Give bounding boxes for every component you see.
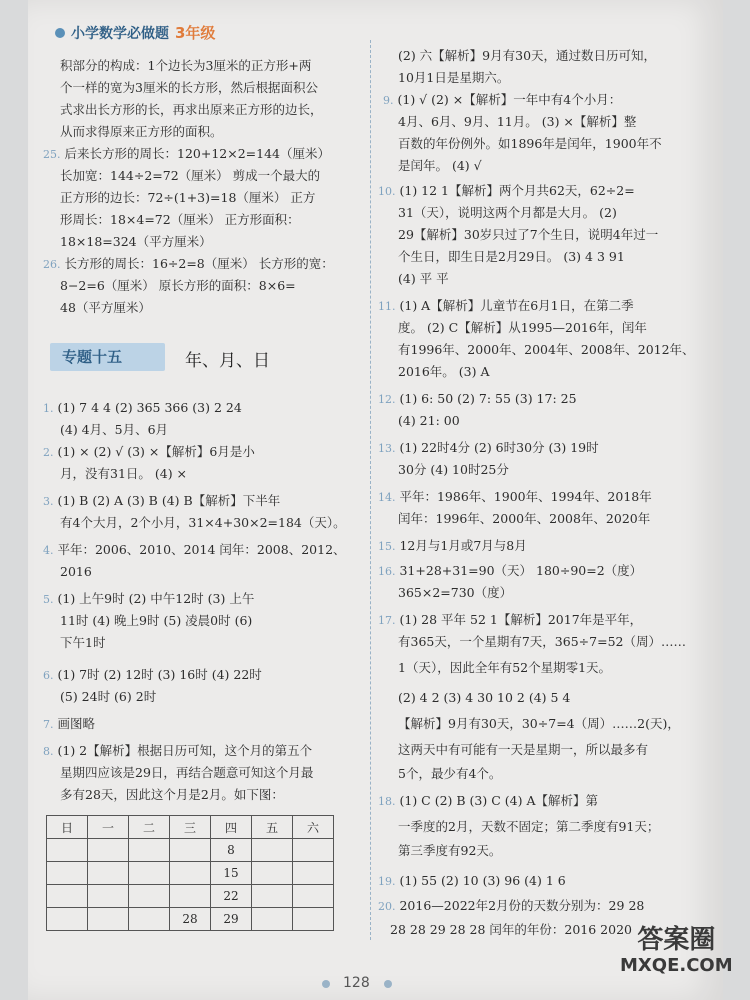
answer-line: [378, 183, 635, 200]
question-number: 20.: [378, 900, 396, 913]
watermark-logo: [620, 925, 733, 977]
answer-line: [60, 466, 187, 482]
calendar-cell: 15: [211, 862, 252, 885]
calendar-cell: [293, 839, 334, 862]
answer-line: [60, 515, 346, 531]
calendar-cell: [170, 862, 211, 885]
answer-line: [60, 212, 300, 228]
answer-line: [398, 271, 449, 287]
calendar-cell: 28: [170, 908, 211, 931]
answer-text: 12月与1月或7月与8月: [399, 538, 527, 553]
question-number: 19.: [378, 875, 396, 888]
answer-text: 第三季度有92天。: [398, 843, 502, 858]
calendar-table: [46, 815, 334, 931]
calendar-cell: [47, 839, 88, 862]
question-number: 5.: [43, 593, 54, 606]
answer-text: 长加宽：144÷2=72（厘米） 剪成一个最大的: [60, 168, 321, 183]
answer-text: 后来长方形的周长：120+12×2=144（厘米）: [64, 146, 330, 161]
answer-text: 一季度的2月，天数不固定；第二季度有91天；: [398, 819, 660, 834]
answer-text: (2) 4 2 (3) 4 30 10 2 (4) 5 4: [398, 690, 571, 705]
calendar-cell: [129, 885, 170, 908]
answer-line: [378, 538, 527, 555]
answer-line: [43, 493, 280, 510]
answer-line: [60, 58, 311, 74]
answer-text: (5) 24时 (6) 2时: [60, 689, 157, 704]
question-number: 3.: [43, 495, 54, 508]
answer-text: 平年：1986年、1900年、1994年、2018年: [399, 489, 652, 504]
header-bullet-icon: [55, 28, 65, 38]
answer-text: (1) 6: 50 (2) 7: 55 (3) 17: 25: [399, 391, 577, 406]
answer-line: [60, 190, 315, 206]
calendar-weekday: 五: [252, 816, 293, 839]
answer-text: 29【解析】30岁只过了7个生日，说明4年过一: [398, 227, 659, 242]
answer-line: [43, 146, 330, 163]
answer-text: 个一样的宽为3厘米的长方形，然后根据面积公: [60, 80, 318, 95]
calendar-cell: [47, 908, 88, 931]
answer-text: 这两天中有可能有一天是星期一，所以最多有: [398, 742, 649, 757]
answer-line: [43, 542, 346, 559]
calendar-cell: [129, 862, 170, 885]
calendar-cell: 8: [211, 839, 252, 862]
answer-text: 下午1时: [60, 635, 106, 650]
answer-text: 2016: [60, 564, 92, 579]
calendar-cell: [293, 908, 334, 931]
answer-line: [60, 102, 323, 118]
calendar-row: [47, 908, 334, 931]
question-number: 10.: [378, 185, 396, 198]
question-number: 12.: [378, 393, 396, 406]
page-header: [55, 22, 215, 43]
answer-line: [378, 489, 652, 506]
calendar-cell: [47, 862, 88, 885]
answer-text: 5个，最少有4个。: [398, 766, 502, 781]
answer-line: [398, 585, 512, 601]
answer-text: 月，没有31日。 (4) ×: [60, 466, 188, 481]
answer-line: [398, 511, 650, 527]
answer-line: [398, 136, 662, 152]
book-title: 小学数学必做题: [71, 25, 169, 42]
answer-line: [43, 716, 95, 733]
calendar-cell: [252, 862, 293, 885]
answer-line: [378, 391, 577, 408]
calendar-weekday: 二: [129, 816, 170, 839]
question-number: 6.: [43, 669, 54, 682]
answer-text: 个生日，即生日是2月29日。 (3) 4 3 91: [398, 249, 625, 264]
answer-text: (1) 12 1【解析】两个月共62天，62÷2=: [399, 183, 635, 198]
answer-text: 11时 (4) 晚上9时 (5) 凌晨0时 (6): [60, 613, 253, 628]
answer-text: (1) C (2) B (3) C (4) A【解析】第: [399, 793, 598, 808]
answer-text: (4) 平 平: [398, 271, 449, 286]
answer-line: [43, 444, 255, 461]
calendar-weekday: 六: [293, 816, 334, 839]
question-number: 25.: [43, 148, 61, 161]
answer-line: [398, 462, 509, 478]
calendar-header-row: [47, 816, 334, 839]
calendar-row: [47, 862, 334, 885]
answer-line: [378, 440, 599, 457]
answer-line: [398, 843, 501, 859]
answer-line: [60, 234, 212, 250]
answer-line: [60, 300, 151, 316]
answer-line: [378, 612, 642, 629]
footer-dot-icon: [384, 980, 392, 988]
topic-name: 年、月、日: [185, 351, 270, 371]
answer-text: (1) 55 (2) 10 (3) 96 (4) 1 6: [399, 873, 566, 888]
answer-text: (1) 上午9时 (2) 中午12时 (3) 上午: [57, 591, 255, 606]
answer-line: [43, 400, 242, 417]
answer-text: 30分 (4) 10时25分: [398, 462, 509, 477]
question-number: 26.: [43, 258, 61, 271]
answer-line: [43, 256, 334, 273]
question-number: 8.: [43, 745, 54, 758]
answer-text: 平年：2006、2010、2014 闰年：2008、2012、: [57, 542, 346, 557]
calendar-cell: [129, 908, 170, 931]
answer-line: [398, 320, 647, 336]
answer-text: 有365天，一个星期有7天，365÷7=52（周）……: [398, 634, 686, 649]
answer-line: [398, 742, 648, 758]
grade-label: 3年级: [175, 24, 216, 42]
question-number: 15.: [378, 540, 396, 553]
answer-line: [398, 205, 617, 221]
calendar-weekday: 日: [47, 816, 88, 839]
answer-text: 8−2=6（厘米） 原长方形的面积：8×6=: [60, 278, 296, 293]
question-number: 18.: [378, 795, 396, 808]
calendar-cell: [293, 885, 334, 908]
calendar-cell: [88, 908, 129, 931]
footer-dot-icon: [322, 980, 330, 988]
answer-line: [60, 168, 320, 184]
answer-line: [398, 249, 625, 265]
answer-text: 18×18=324（平方厘米）: [60, 234, 212, 249]
question-number: 7.: [43, 718, 54, 731]
calendar-cell: [170, 839, 211, 862]
question-number: 2.: [43, 446, 54, 459]
answer-text: (1) 7时 (2) 12时 (3) 16时 (4) 22时: [57, 667, 262, 682]
calendar-cell: [88, 839, 129, 862]
answer-line: [43, 591, 254, 608]
answer-text: 48（平方厘米）: [60, 300, 151, 315]
question-number: 11.: [378, 300, 396, 313]
answer-text: 【解析】9月有30天，30÷7=4（周）……2(天)，: [398, 716, 680, 731]
answer-line: [378, 298, 634, 315]
answer-text: 星期四应该是29日，再结合题意可知这个月最: [60, 765, 314, 780]
calendar-cell: [252, 885, 293, 908]
calendar-cell: [252, 908, 293, 931]
calendar-cell: [293, 862, 334, 885]
answer-line: [398, 342, 695, 358]
answer-line: [398, 364, 490, 380]
answer-text: (1) 28 平年 52 1【解析】2017年是平年，: [399, 612, 643, 627]
answer-text: 是闰年。 (4) √: [398, 158, 482, 173]
calendar-cell: 22: [211, 885, 252, 908]
answer-text: 2016年。 (3) A: [398, 364, 490, 379]
answer-line: [378, 793, 598, 810]
question-number: 16.: [378, 565, 396, 578]
answer-line: [398, 413, 460, 429]
answer-line: [398, 158, 482, 174]
answer-text: (4) 4月、5月、6月: [60, 422, 169, 437]
calendar-cell: [47, 885, 88, 908]
answer-text: 2016—2022年2月份的天数分别为：29 28: [399, 898, 645, 913]
answer-text: 百数的年份例外。如1896年是闰年，1900年不: [398, 136, 662, 151]
answer-text: 365×2=730（度）: [398, 585, 513, 600]
answer-line: [378, 898, 644, 915]
answer-text: 从而求得原来正方形的面积。: [60, 124, 223, 139]
answer-text: (1) 2【解析】根据日历可知，这个月的第五个: [57, 743, 313, 758]
calendar-cell: [170, 885, 211, 908]
calendar-weekday: 三: [170, 816, 211, 839]
calendar-cell: [88, 885, 129, 908]
calendar-weekday: 一: [88, 816, 129, 839]
answer-line: [60, 422, 168, 438]
answer-text: (1) × (2) √ (3) ×【解析】6月是小: [57, 444, 255, 459]
answer-text: (1) 22时4分 (2) 6时30分 (3) 19时: [399, 440, 599, 455]
answer-text: (1) A【解析】儿童节在6月1日，在第二季: [399, 298, 634, 313]
answer-text: 式求出长方形的长，再求出原来正方形的边长，: [60, 102, 323, 117]
answer-line: [398, 227, 658, 243]
answer-line: [390, 922, 632, 938]
answer-line: [43, 743, 312, 760]
page-number: 128: [343, 975, 370, 991]
answer-text: 画图略: [57, 716, 95, 731]
answer-text: 有1996年、2000年、2004年、2008年、2012年、: [398, 342, 695, 357]
calendar-row: [47, 839, 334, 862]
answer-text: 10月1日是星期六。: [398, 70, 510, 85]
answer-text: 31（天），说明这两个月都是大月。 (2): [398, 205, 617, 220]
answer-text: 度。 (2) C【解析】从1995—2016年，闰年: [398, 320, 647, 335]
answer-line: [60, 635, 105, 651]
watermark-top: 答案圈: [637, 925, 716, 955]
calendar-cell: [252, 839, 293, 862]
answer-line: [398, 766, 501, 782]
answer-line: [398, 634, 686, 650]
answer-line: [60, 124, 223, 140]
answer-text: 有4个大月，2个小月，31×4+30×2=184（天）。: [60, 515, 346, 530]
question-number: 1.: [43, 402, 54, 415]
question-number: 17.: [378, 614, 396, 627]
topic-label: 专题十五: [50, 343, 165, 371]
calendar-weekday: 四: [211, 816, 252, 839]
answer-line: [398, 48, 656, 64]
question-number: 14.: [378, 491, 396, 504]
answer-text: 31+28+31=90（天） 180÷90=2（度）: [399, 563, 643, 578]
calendar-cell: [129, 839, 170, 862]
answer-text: 多有28天，因此这个月是2月。如下图：: [60, 787, 284, 802]
calendar-row: [47, 885, 334, 908]
answer-text: 形周长：18×4=72（厘米） 正方形面积：: [60, 212, 300, 227]
column-divider: [370, 40, 371, 940]
answer-line: [60, 80, 318, 96]
answer-line: [398, 70, 509, 86]
calendar-cell: [88, 862, 129, 885]
answer-text: (2) 六【解析】9月有30天，通过数日历可知，: [398, 48, 657, 63]
question-number: 4.: [43, 544, 54, 557]
answer-line: [60, 564, 92, 580]
answer-line: [43, 667, 262, 684]
answer-line: [60, 765, 313, 781]
answer-text: (1) B (2) A (3) B (4) B【解析】下半年: [57, 493, 281, 508]
answer-text: 长方形的周长：16÷2=8（厘米） 长方形的宽：: [64, 256, 334, 271]
answer-line: [60, 613, 252, 629]
answer-text: (1) 7 4 4 (2) 365 366 (3) 2 24: [57, 400, 242, 415]
answer-text: 1（天），因此全年有52个星期零1天。: [398, 660, 612, 675]
answer-text: 28 28 29 28 28 闰年的年份：2016 2020: [390, 922, 632, 937]
answer-text: (4) 21: 00: [398, 413, 460, 428]
answer-text: 闰年：1996年、2000年、2008年、2020年: [398, 511, 651, 526]
answer-line: [60, 278, 296, 294]
answer-text: (1) √ (2) ×【解析】一年中有4个小月：: [397, 92, 622, 107]
question-number: 9.: [383, 94, 394, 107]
answer-line: [383, 92, 621, 109]
answer-text: 4月、6月、9月、11月。 (3) ×【解析】整: [398, 114, 637, 129]
answer-line: [398, 819, 659, 835]
answer-line: [60, 787, 284, 803]
answer-line: [398, 660, 611, 676]
question-number: 13.: [378, 442, 396, 455]
answer-line: [378, 873, 566, 890]
answer-line: [398, 114, 636, 130]
answer-line: [398, 690, 570, 706]
answer-line: [378, 563, 642, 580]
answer-line: [60, 689, 156, 705]
calendar-cell: 29: [211, 908, 252, 931]
watermark-bottom: MXQE.COM: [620, 955, 733, 976]
answer-text: 积部分的构成：1个边长为3厘米的正方形+两: [60, 58, 312, 73]
answer-text: 正方形的边长：72÷(1+3)=18（厘米） 正方: [60, 190, 316, 205]
answer-line: [398, 716, 680, 732]
